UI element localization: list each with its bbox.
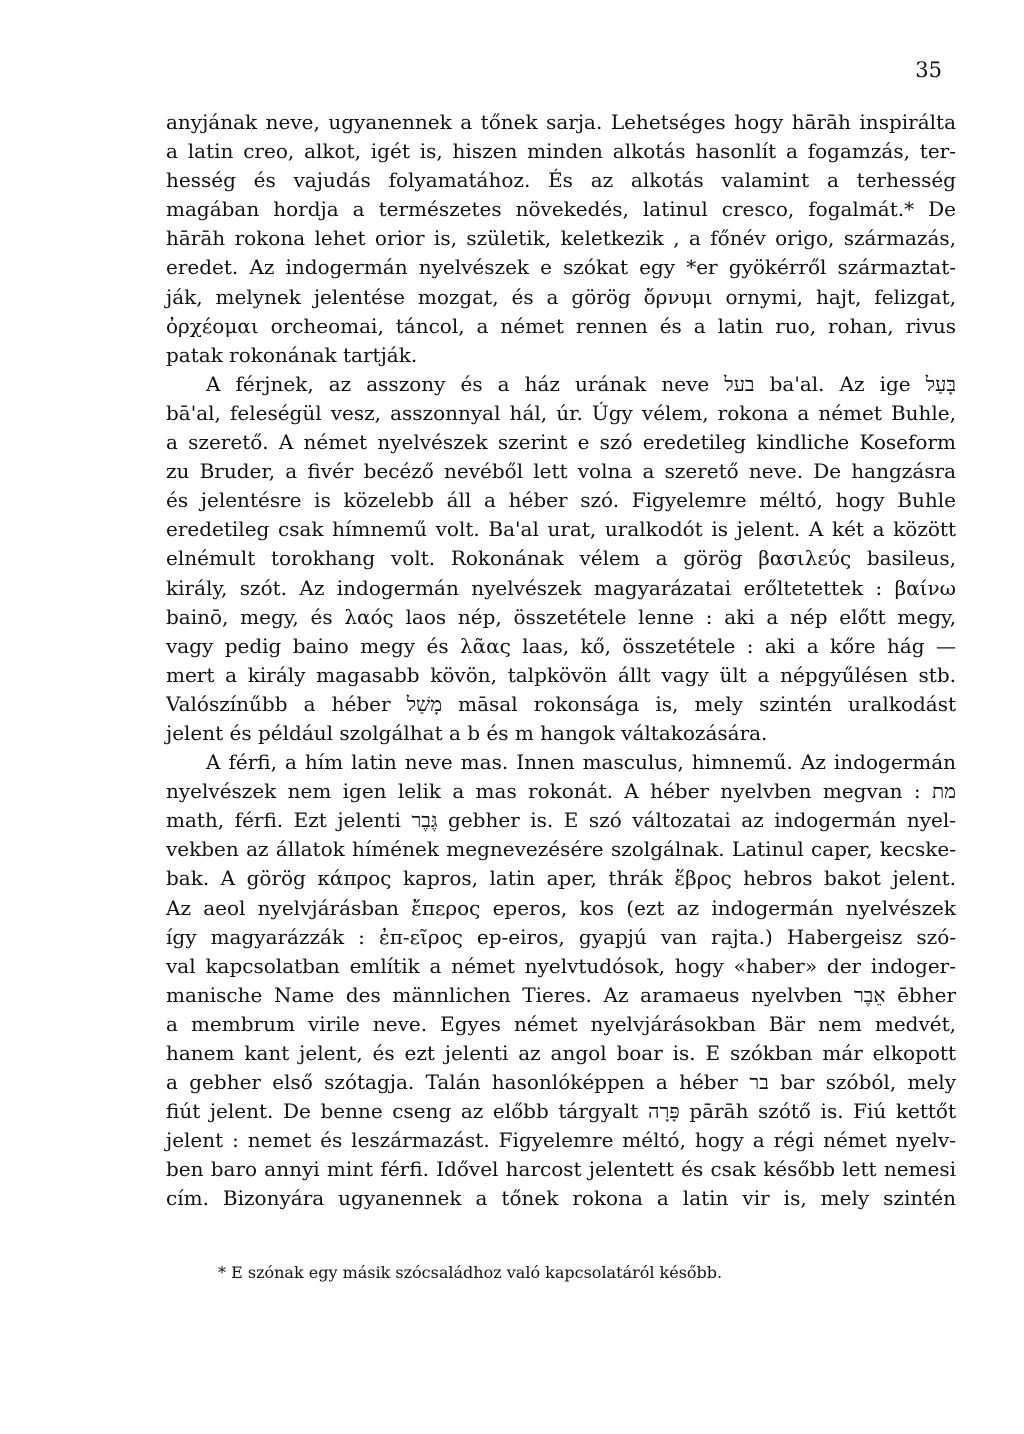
- text-line: ὀρχέομαι orcheomai, táncol, a német rennen és a latin ruo, rohan, rivus: [166, 313, 956, 338]
- paragraph-3: [166, 748, 956, 1214]
- paragraph-2: [166, 370, 956, 748]
- text-line: bā'al, feleségül vesz, asszonnyal hál, úr. Úgy vélem, rokona a német Buhle,: [166, 400, 956, 425]
- text-line: magában hordja a természetes növekedés, latinul cresco, fogalmát.* De: [166, 197, 956, 222]
- text-line: zu Bruder, a fivér becéző nevéből lett volna a szerető neve. De hangzásra: [166, 459, 956, 484]
- text-line: Az aeol nyelvjárásban ἔπερος eperos, kos (ezt az indogermán nyelvészek: [166, 895, 956, 920]
- text-line: cím. Bizonyára ugyanennek a tőnek rokona a latin vir is, mely szintén: [166, 1186, 956, 1211]
- text-line: jelent : nemet és leszármazást. Figyelemre méltó, hogy a régi német nyelv-: [166, 1128, 956, 1153]
- text-line: így magyarázzák : ἐπ-εῖρος ep-eiros, gyapjú van rajta.) Habergeisz szó-: [166, 924, 956, 949]
- text-line: hanem kant jelent, és ezt jelenti az angol boar is. E szókban már elkopott: [166, 1041, 956, 1065]
- text-line: mert a király magasabb kövön, talpkövön állt vagy ült a népgyűlésen stb.: [166, 662, 956, 687]
- main-text: [166, 108, 956, 1214]
- text-line: és jelentésre is közelebb áll a héber szó. Figyelemre méltó, hogy Buhle: [166, 488, 956, 513]
- text-line: anyjának neve, ugyanennek a tőnek sarja. Lehetséges hogy hārāh inspirálta: [166, 110, 956, 134]
- text-line: a membrum virile neve. Egyes német nyelvjárásokban Bär nem medvét,: [166, 1011, 956, 1036]
- text-line: ben baro annyi mint férfi. Idővel harcost jelentett és csak később lett nemesi: [166, 1157, 956, 1182]
- text-line: a latin creo, alkot, igét is, hiszen minden alkotás hasonlít a fogamzás, ter-: [166, 139, 956, 164]
- text-line: hesség és vajudás folyamatához. És az alkotás valamint a terhesség: [166, 168, 956, 193]
- text-line: bainō, megy, és λαός laos nép, összetétele lenne : aki a nép előtt megy,: [166, 604, 956, 629]
- text-line: A férfi, a hím latin neve mas. Innen masculus, himnemű. Az indogermán: [206, 750, 956, 775]
- text-line: bak. A görög κάπρος kapros, latin aper, thrák ἕβρος hebros bakot jelent.: [166, 866, 956, 891]
- text-line: elnémult torokhang volt. Rokonának vélem a görög βασιλεύς basileus,: [166, 546, 956, 571]
- text-line: eredet. Az indogermán nyelvészek e szókat egy *er gyökérről származtat-: [166, 255, 956, 280]
- text-line: Valószínűbb a héber מָשַׁל māsal rokonsága is, mely szintén uralkodást: [166, 691, 956, 716]
- text-line: manische Name des männlichen Tieres. Az aramaeus nyelvben אֵבֶר ēbher: [166, 982, 956, 1007]
- text-line: math, férfi. Ezt jelenti גֶּבֶר gebher is. E szó változatai az indogermán nyel-: [166, 808, 956, 833]
- text-line: király, szót. Az indogermán nyelvészek magyarázatai erőltetettek : βαίνω: [166, 575, 956, 600]
- text-line: vekben az állatok hímének megnevezésére szolgálnak. Latinul caper, kecske-: [166, 837, 956, 862]
- text-line: jelent és például szolgálhat a b és m hangok váltakozására.: [166, 720, 768, 745]
- text-line: a szerető. A német nyelvészek szerint e szó eredetileg kindliche Koseform: [166, 430, 956, 455]
- text-line: fiút jelent. De benne cseng az előbb tárgyalt פָּרָה pārāh szótő is. Fiú kettőt: [166, 1099, 957, 1124]
- text-line: hārāh rokona lehet orior is, születik, keletkezik , a főnév origo, származás,: [166, 226, 956, 251]
- page-number: 35: [915, 58, 942, 82]
- text-line: patak rokonának tartják.: [166, 342, 418, 367]
- text-line: nyelvészek nem igen lelik a mas rokonát. A héber nyelvben megvan : מת: [166, 779, 956, 804]
- text-line: a gebher első szótagja. Talán hasonlóképpen a héber בר bar szóból, mely: [166, 1070, 956, 1095]
- text-line: val kapcsolatban említik a német nyelvtudósok, hogy «haber» der indoger-: [166, 953, 956, 978]
- text-line: A férjnek, az asszony és a ház urának neve בעל ba'al. Az ige בָּעַל: [206, 371, 956, 396]
- text-line: vagy pedig baino megy és λᾶας laas, kő, összetétele : aki a kőre hág —: [166, 633, 956, 658]
- footnote: * E szónak egy másik szócsaládhoz való kapcsolatáról később.: [218, 1263, 723, 1282]
- text-line: eredetileg csak hímnemű volt. Ba'al urat, uralkodót is jelent. A két a között: [166, 517, 956, 542]
- text-line: ják, melynek jelentése mozgat, és a görög ὄρνυμι ornymi, hajt, felizgat,: [166, 284, 956, 309]
- paragraph-1: [166, 108, 956, 370]
